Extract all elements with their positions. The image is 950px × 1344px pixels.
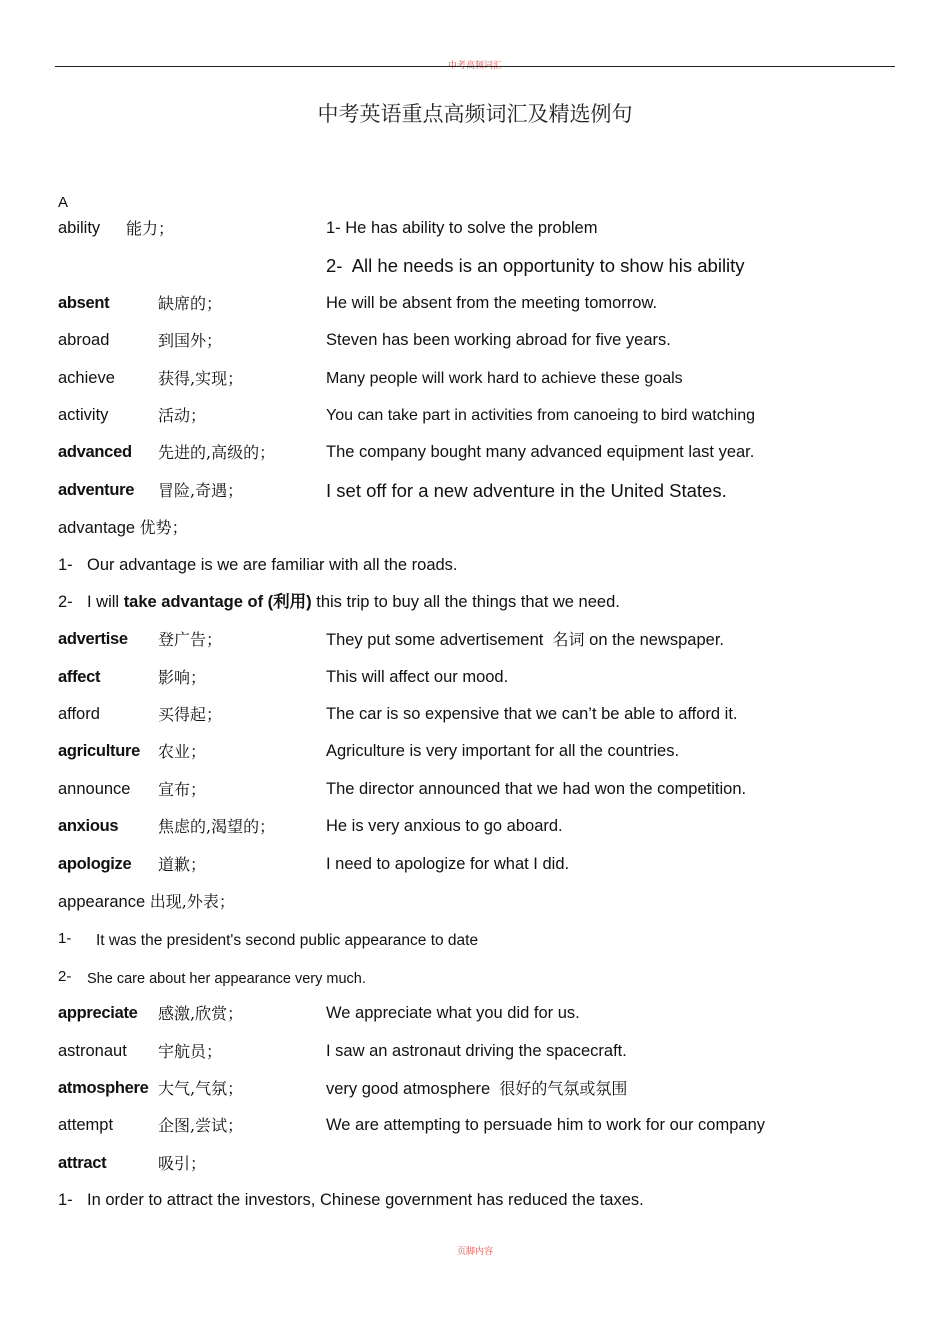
vocab-entry-attempt [58,1107,898,1144]
vocab-entry-advantage [58,509,898,546]
vocab-meaning: 企图,尝试； [158,1116,244,1136]
example-text-pre: They put some advertisement [326,631,544,650]
vocab-meaning: 获得,实现； [158,368,244,388]
vocab-entry-appearance-example-1 [58,920,898,957]
vocab-word: anxious [58,817,119,836]
vocab-example: We are attempting to persuade him to work for our company [326,1116,765,1135]
example-phrase-highlight: take advantage of (利用) [123,592,312,611]
vocab-example [326,621,724,659]
section-letter: A [58,194,69,211]
vocab-meaning: 农业； [158,742,207,762]
vocab-meaning: 买得起； [158,705,223,725]
vocab-entry-astronaut [58,1033,898,1070]
vocab-word: attempt [58,1116,114,1135]
example-number: 2- [326,255,343,277]
vocab-meaning: 宣布； [158,779,207,799]
vocab-meaning: 感激,欣赏； [158,1004,244,1024]
vocab-word: advantage [58,519,136,538]
vocab-meaning: 先进的,高级的； [158,443,276,463]
vocab-entry-attract [58,1145,898,1182]
vocab-entry-advantage-example-1 [58,547,898,584]
vocab-entry-absent [58,285,898,322]
vocab-meaning: 吸引； [158,1153,207,1173]
vocab-word: announce [58,779,131,798]
vocab-example: This will affect our mood. [326,667,509,686]
vocab-meaning: 出现,外表； [149,892,235,912]
example-number: 2- [58,592,73,611]
vocab-word: advanced [58,443,132,462]
example-text-post: on the newspaper. [589,631,724,650]
vocab-example: The car is so expensive that we can’t be able to afford it. [326,705,738,724]
vocab-entry-advertise [58,621,898,658]
vocab-example: Many people will work hard to achieve these goals [326,369,683,387]
vocab-example-2 [326,247,745,284]
vocab-word: agriculture [58,742,140,761]
vocab-example: I set off for a new adventure in the United States. [326,479,727,501]
page-footer: 页脚内容 [456,1246,493,1256]
vocab-word: apologize [58,854,132,873]
vocab-entry-achieve [58,360,898,397]
example-text: very good atmosphere [326,1079,491,1098]
vocab-entry-announce [58,771,898,808]
vocab-meaning: 优势； [139,518,188,538]
vocab-example: The director announced that we had won the competition. [326,779,747,798]
vocab-entry-ability [58,210,898,247]
vocab-example-1 [326,210,597,247]
vocab-word: atmosphere [58,1078,149,1097]
example-text: It was the president's second public appearance to date [96,932,479,950]
vocab-example: Steven has been working abroad for five years. [326,331,671,350]
example-text: Our advantage is we are familiar with all the roads. [87,555,458,574]
example-text: All he needs is an opportunity to show his ability [351,255,745,277]
vocab-word: appreciate [58,1004,138,1023]
vocab-entry-attract-example-1 [58,1182,898,1219]
vocab-entry-atmosphere [58,1070,898,1107]
example-text: She care about her appearance very much. [87,970,366,987]
example-number: 1- [58,555,73,574]
vocabulary-list [58,190,898,1220]
vocab-meaning: 缺席的； [158,293,223,313]
vocab-example: Agriculture is very important for all the countries. [326,742,680,761]
vocab-example: I need to apologize for what I did. [326,854,570,873]
example-text-post: this trip to buy all the things that we need. [316,592,620,611]
vocab-entry-activity [58,397,898,434]
vocab-meaning: 冒险,奇遇； [158,480,244,500]
vocab-entry-apologize [58,846,898,883]
example-text: In order to attract the investors, Chinese government has reduced the taxes. [87,1191,644,1210]
example-text: He has ability to solve the problem [345,219,598,237]
vocab-entry-advantage-example-2 [58,584,898,621]
vocab-word: afford [58,705,100,724]
vocab-word: advertise [58,630,128,649]
example-text-pre: I will [87,592,120,611]
page-header: 中考高频词汇 [447,60,502,70]
vocab-entry-agriculture [58,733,898,770]
vocab-word: astronaut [58,1041,127,1060]
example-number: 1- [58,930,72,948]
document-title: 中考英语重点高频词汇及精选例句 [317,102,633,126]
vocab-word: achieve [58,368,115,387]
vocab-word: appearance [58,893,146,912]
vocab-meaning: 焦虑的,渴望的； [158,817,276,837]
example-note: 很好的气氛或氛围 [499,1078,628,1098]
vocab-example: He is very anxious to go aboard. [326,817,563,836]
vocab-entry-appreciate [58,995,898,1032]
vocab-meaning: 活动； [158,405,207,425]
example-number: 1- [326,219,341,237]
vocab-word: affect [58,667,101,686]
vocab-entry-ability-example-2 [58,247,898,284]
vocab-word: absent [58,293,110,312]
example-number: 1- [58,1191,73,1210]
vocab-entry-affect [58,659,898,696]
vocab-example: He will be absent from the meeting tomorrow. [326,293,658,312]
vocab-meaning: 大气,气氛； [158,1078,244,1098]
vocab-example: The company bought many advanced equipment last year. [326,443,755,462]
vocab-meaning: 到国外； [158,331,223,351]
vocab-entry-appearance [58,883,898,920]
vocab-meaning: 宇航员； [158,1041,223,1061]
vocab-word: ability [58,219,101,237]
vocab-entry-anxious [58,808,898,845]
vocab-meaning: 道歉； [158,854,207,874]
vocab-meaning: 能力； [126,219,175,238]
vocab-meaning: 影响； [158,667,207,687]
vocab-example: We appreciate what you did for us. [326,1004,580,1023]
vocab-word: adventure [58,480,135,499]
vocab-entry-abroad [58,322,898,359]
vocab-entry-advanced [58,434,898,471]
vocab-meaning: 登广告； [158,630,223,650]
vocab-word: attract [58,1153,107,1172]
vocab-example: I saw an astronaut driving the spacecraft. [326,1041,627,1060]
vocab-word: abroad [58,331,110,350]
vocab-entry-appearance-example-2 [58,958,898,995]
vocab-word: activity [58,405,109,424]
vocab-entry-adventure [58,472,898,509]
vocab-entry-afford [58,696,898,733]
vocab-example: You can take part in activities from canoeing to bird watching [326,406,755,424]
example-note: 名词 [552,630,585,650]
vocab-example [326,1070,627,1108]
example-number: 2- [58,967,72,985]
header-rule [55,66,895,67]
